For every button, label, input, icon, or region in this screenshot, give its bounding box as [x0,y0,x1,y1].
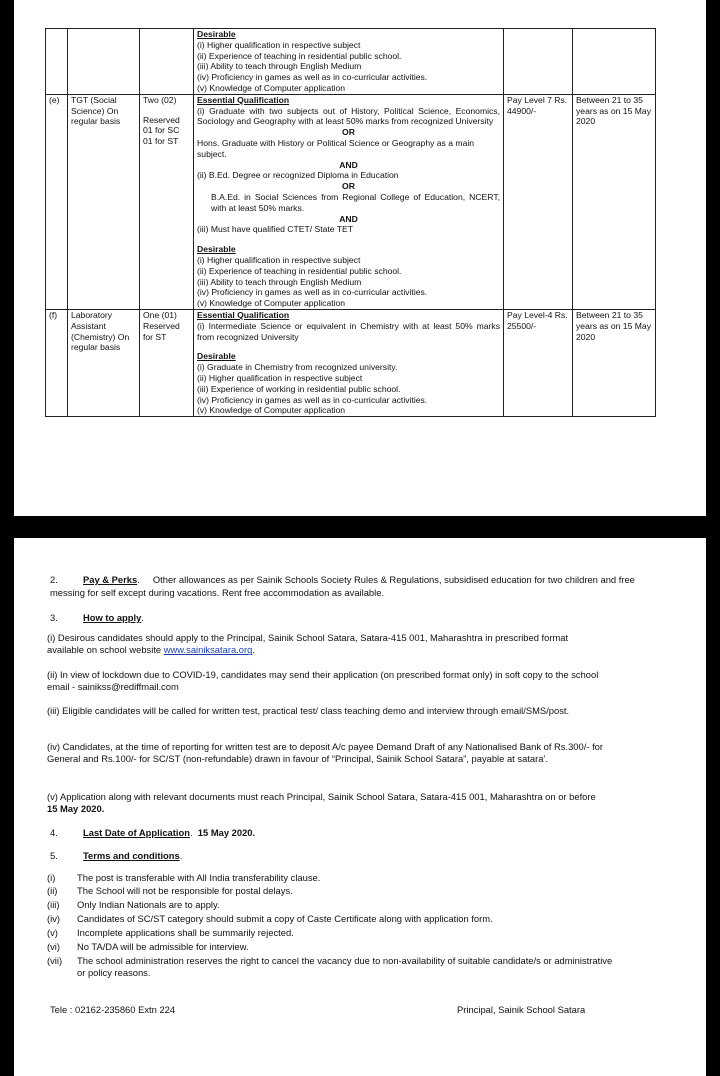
list-item: (v) Knowledge of Computer application [197,82,346,93]
list-item: (iv) Proficiency in games as well as in co-curricular activities. [197,394,428,405]
age-limit: Between 21 to 35 years as on 15 May 2020 [573,94,656,309]
list-item: B.A.Ed. in Social Sciences from Regional College of Education, NCERT, with at least 50% marks. [211,191,500,213]
document-page-table [14,0,706,516]
list-item: (i) Higher qualification in respective subject [197,254,361,265]
serial-number: (f) [46,309,68,416]
vacancy-cell [140,309,194,416]
list-item: (ii) The School will not be responsible for postal delays. [47,885,293,896]
section-last-date: 4. Last Date of Application. 15 May 2020. [50,827,256,838]
reservation: Reserved 01 for SC 01 for ST [143,114,180,147]
list-item: (i) Higher qualification in respective subject [197,39,361,50]
post-name: TGT (Social Science) On regular basis [68,94,140,309]
list-item: (iv) Candidates of SC/ST category should submit a copy of Caste Certificate along with application form. [47,913,493,924]
desirable-heading: Desirable [197,29,236,39]
last-date-value: 15 May 2020. [197,827,256,838]
section-number: 3. [50,612,58,623]
or-label: OR [342,181,355,192]
table-row [46,309,656,416]
qualification-cell [194,94,504,309]
section-number: 4. [50,827,58,838]
list-item: (i) The post is transferable with All India transferability clause. [47,872,321,883]
vacancy-cell [140,94,194,309]
list-item: (i) Graduate in Chemistry from recognized university. [197,362,398,373]
list-item: (iii) Only Indian Nationals are to apply. [47,899,220,910]
serial-number: (e) [46,94,68,309]
list-item: Hons. Graduate with History or Political Science or Geography as a main subject. [197,137,475,159]
section-terms: 5. Terms and conditions. [50,850,183,861]
vacancy-table [45,28,656,417]
section-heading: Last Date of Application [83,827,190,838]
list-item: (v) Knowledge of Computer application [197,298,346,309]
pay-level: Pay Level 7 Rs. 44900/- [504,94,573,309]
section-heading: Terms and conditions [83,850,180,861]
section-text: Other allowances as per Sainik Schools Society Rules & Regulations, subsidised education for two children and free messing for self except during vacations. Rent free accommodation as available. [50,574,635,598]
vacancy-count: One (01) [143,309,177,320]
and-label: AND [339,159,358,170]
list-item: (iv) Proficiency in games as well as in co-curricular activities. [197,72,428,83]
table-row-continued [46,29,656,95]
age-limit: Between 21 to 35 years as on 15 May 2020 [573,309,656,416]
list-item: (vi) No TA/DA will be admissible for interview. [47,941,249,952]
essential-heading: Essential Qualification [197,309,290,320]
telephone-number: Tele : 02162-235860 Extn 224 [50,1004,176,1015]
apply-point-ii: (ii) In view of lockdown due to COVID-19, candidates may send their application (on prescribed format only) in soft copy to the school email - sainikss@rediffmail.com [47,669,599,693]
list-item: (iii) Ability to teach through English Medium [197,61,362,72]
apply-point-v: (v) Application along with relevant documents must reach Principal, Sainik School Satara, Satara-415 001, Maharashtra on or before 15 May 2020. [47,791,596,815]
list-item: (iii) Ability to teach through English Medium [197,276,362,287]
essential-heading: Essential Qualification [197,94,290,105]
list-item: (ii) B.Ed. Degree or recognized Diploma in Education [197,170,399,181]
list-item: (vii) The school administration reserves the right to cancel the vacancy due to non-availability of suitable candidate/s or administrative or policy reasons. [47,955,613,978]
reservation: Reserved for ST [143,320,180,342]
signatory: Principal, Sainik School Satara [457,1004,586,1015]
school-website-link[interactable]: www.sainiksatara.org [163,644,253,656]
list-item: (i) Graduate with two subjects out of History, Political Science, Economics, Sociology and Geography with at least 50% marks from recognized University [197,105,500,127]
qualification-cell [194,309,504,416]
list-item: (i) Intermediate Science or equivalent in Chemistry with at least 50% marks from recognized University [197,320,500,342]
list-item: (ii) Experience of teaching in residential public school. [197,50,402,61]
list-item: (iii) Experience of working in residential public school. [197,383,401,394]
list-item: (ii) Experience of teaching in residential public school. [197,265,402,276]
and-label: AND [339,213,358,224]
section-number: 5. [50,850,58,861]
section-number: 2. [50,574,58,585]
section-how-to-apply: 3. How to apply. [50,612,144,623]
or-label: OR [342,127,355,138]
table-row [46,94,656,309]
section-pay-perks: 2. Pay & Perks. Other allowances as per Sainik Schools Society Rules & Regulations, subsidised education for two children and free messing for self except during vacations. Rent free accommodation as available. [50,574,635,598]
list-item: (iii) Must have qualified CTET/ State TET [197,224,354,235]
document-page-text [14,538,706,1076]
desirable-cell [194,29,504,95]
vacancy-count: Two (02) [143,94,177,105]
list-item: (v) Incomplete applications shall be summarily rejected. [47,927,294,938]
desirable-heading: Desirable [197,244,236,255]
post-name: Laboratory Assistant (Chemistry) On regular basis [68,309,140,416]
pay-level: Pay Level-4 Rs. 25500/- [504,309,573,416]
section-heading: How to apply [83,612,142,623]
apply-point-i: (i) Desirous candidates should apply to the Principal, Sainik School Satara, Satara-415 001, Maharashtra in prescribed format available on school website www.sainiksatara.org. [47,632,569,656]
desirable-heading: Desirable [197,351,236,362]
apply-point-iii: (iii) Eligible candidates will be called for written test, practical test/ class teaching demo and interview through email/SMS/post. [47,705,570,716]
list-item: (iv) Proficiency in games as well as in co-curricular activities. [197,287,428,298]
list-item: (v) Knowledge of Computer application [197,405,346,416]
section-heading: Pay & Perks [83,574,138,585]
apply-point-iv: (iv) Candidates, at the time of reporting for written test are to deposit A/c payee Demand Draft of any Nationalised Bank of Rs.300/- for General and Rs.100/- for SC/ST (non-refundable) drawn in favour of “Principal, Sainik School Satara”, payable at satara’. [47,741,604,765]
deadline-date: 15 May 2020. [47,803,105,815]
list-item: (ii) Higher qualification in respective subject [197,372,363,383]
